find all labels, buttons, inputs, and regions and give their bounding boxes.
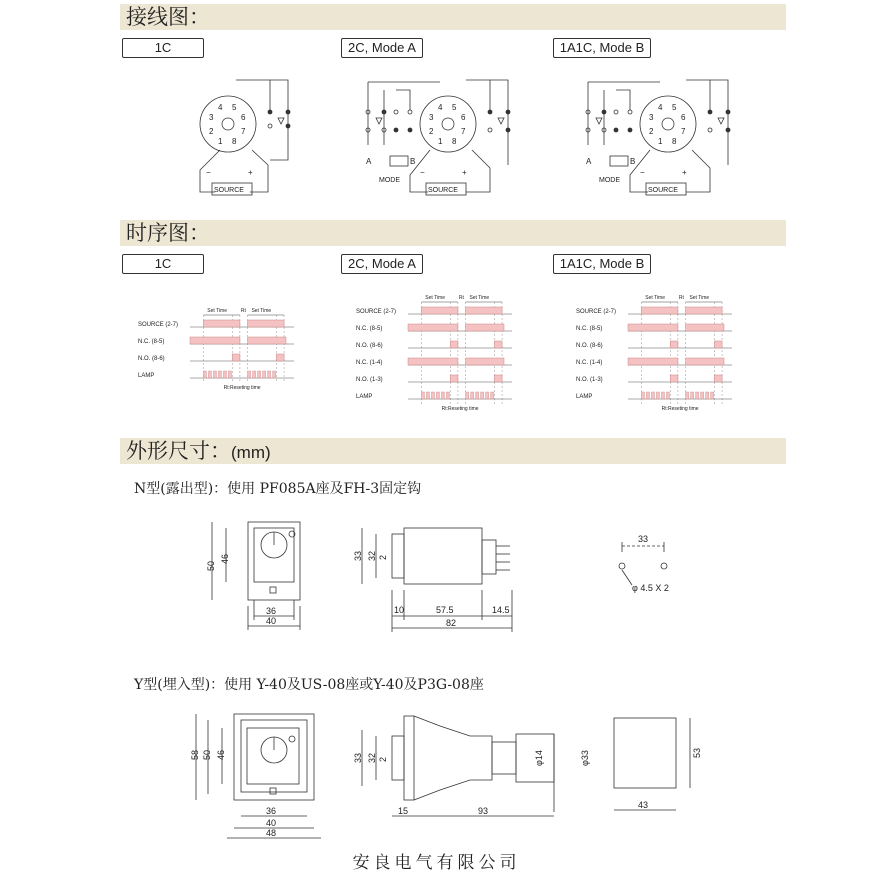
timing-2c-lamp-pulse xyxy=(446,392,449,399)
n-front-view xyxy=(212,522,300,630)
svg-text:2: 2 xyxy=(429,127,434,136)
svg-text:10: 10 xyxy=(394,605,405,615)
pin-7: 7 xyxy=(241,127,246,136)
timing-1c-lamp-pulse xyxy=(253,371,256,378)
timing-2c-pulse xyxy=(421,307,457,314)
svg-text:6: 6 xyxy=(461,113,466,122)
timing-1c-row-3: LAMP xyxy=(138,373,155,379)
pin-1: 1 xyxy=(218,137,223,146)
svg-text:58: 58 xyxy=(190,749,200,760)
wiring-pins-1c xyxy=(206,103,253,194)
timing-1c-lamp-pulse xyxy=(203,371,206,378)
svg-text:MODE: MODE xyxy=(599,177,620,184)
pin-4: 4 xyxy=(218,103,223,112)
timing-label-1c: 1C xyxy=(122,254,204,274)
svg-text:32: 32 xyxy=(367,752,377,763)
y-type-title: Y型(埋入型)：使用 Y-40及US-08座或Y-40及P3G-08座 xyxy=(134,677,484,693)
company-footer: 安良电气有限公司 xyxy=(352,853,521,873)
timing-1c-lamp-pulse xyxy=(268,371,271,378)
timing-1a1c-pulse xyxy=(686,324,724,331)
timing-2c-pulse xyxy=(408,358,458,365)
svg-text:A: A xyxy=(586,157,592,166)
n-panel-holes xyxy=(619,542,667,585)
y-side-view xyxy=(362,716,554,816)
svg-text:32: 32 xyxy=(367,550,377,561)
timing-1c-row-0: SOURCE (2-7) xyxy=(138,322,179,328)
svg-text:5: 5 xyxy=(452,103,457,112)
timing-2c-lamp-pulse xyxy=(471,392,474,399)
timing-1c-pulse xyxy=(232,354,240,361)
mode-b-label: B xyxy=(410,157,416,166)
timing-1a1c-lamp-pulse xyxy=(706,392,709,399)
timing-1c-pulse xyxy=(248,320,284,327)
timing-1a1c-note: Rt:Reseting time xyxy=(661,406,699,412)
timing-2c-lamp-pulse xyxy=(426,392,429,399)
timing-1a1c-set-time-2: Set Time xyxy=(689,295,710,301)
svg-text:3: 3 xyxy=(649,113,654,122)
timing-1c-pulse xyxy=(203,320,239,327)
timing-1c-note: Rt:Reseting time xyxy=(223,385,261,391)
timing-1a1c-pulse xyxy=(628,324,678,331)
svg-text:4: 4 xyxy=(438,103,443,112)
timing-2c-row-1: N.C. (8-5) xyxy=(356,326,383,332)
pin-5: 5 xyxy=(232,103,237,112)
timing-1a1c-row-0: SOURCE (2-7) xyxy=(576,309,617,315)
y-front-view xyxy=(196,714,321,838)
timing-1c-lamp-pulse xyxy=(228,371,231,378)
timing-1a1c-row-1: N.C. (8-5) xyxy=(576,326,603,332)
mode-switch-1a1c xyxy=(610,156,628,166)
pin-8: 8 xyxy=(232,137,237,146)
svg-text:−: − xyxy=(640,168,645,177)
timing-2c-pulse xyxy=(494,375,502,382)
timing-1c-row-2: N.O. (8-6) xyxy=(138,356,165,362)
pin-6: 6 xyxy=(241,113,246,122)
timing-1c-lamp-pulse xyxy=(263,371,266,378)
timing-2c-row-0: SOURCE (2-7) xyxy=(356,309,397,315)
svg-text:43: 43 xyxy=(638,800,649,810)
timing-1c-rt: Rt xyxy=(240,308,246,314)
timing-2c-pulse xyxy=(466,324,504,331)
timing-1c-row-1: N.C. (8-5) xyxy=(138,339,165,345)
svg-text:82: 82 xyxy=(446,618,457,628)
timing-1a1c-pulse xyxy=(628,358,678,365)
svg-text:14.5: 14.5 xyxy=(492,605,510,615)
y-panel-cutout xyxy=(614,718,690,810)
wiring-pins-1a1c xyxy=(586,103,687,194)
svg-text:+: + xyxy=(462,168,467,177)
timing-2c-note: Rt:Reseting time xyxy=(441,406,479,412)
wiring-pins-2c xyxy=(366,103,467,194)
timing-1c-lamp-pulse xyxy=(248,371,251,378)
timing-1c-set-time-1: Set Time xyxy=(207,308,228,314)
timing-2c-pulse xyxy=(494,341,502,348)
timing-diagrams xyxy=(0,280,873,460)
timing-1a1c-set-time-1: Set Time xyxy=(645,295,666,301)
mode-label-2c: 2C, Mode A xyxy=(341,38,423,58)
timing-1a1c-row-3: N.C. (1-4) xyxy=(576,360,603,366)
svg-text:3: 3 xyxy=(429,113,434,122)
timing-1c-pulse xyxy=(248,337,286,344)
timing-1a1c-lamp-pulse xyxy=(696,392,699,399)
svg-text:50: 50 xyxy=(206,560,216,571)
wiring-diagram-1c xyxy=(200,80,290,195)
timing-1a1c-pulse xyxy=(686,307,722,314)
timing-1c-lamp-pulse xyxy=(208,371,211,378)
timing-2c-pulse xyxy=(450,375,458,382)
timing-2c-pulse xyxy=(408,324,458,331)
svg-text:40: 40 xyxy=(266,818,277,828)
svg-text:6: 6 xyxy=(681,113,686,122)
svg-text:93: 93 xyxy=(478,806,489,816)
timing-1a1c-lamp-pulse xyxy=(641,392,644,399)
timing-2c-rt: Rt xyxy=(458,295,464,301)
timing-1a1c-row-4: N.O. (1-3) xyxy=(576,377,603,383)
timing-2c-row-5: LAMP xyxy=(356,394,373,400)
timing-1a1c-row-2: N.O. (8-6) xyxy=(576,343,603,349)
timing-1c-set-time-2: Set Time xyxy=(251,308,272,314)
svg-text:46: 46 xyxy=(220,553,230,564)
svg-text:36: 36 xyxy=(266,606,277,616)
timing-2c-set-time-2: Set Time xyxy=(469,295,490,301)
n-side-view xyxy=(362,528,512,632)
timing-2c-row-4: N.O. (1-3) xyxy=(356,377,383,383)
svg-text:+: + xyxy=(682,168,687,177)
timing-2c-row-3: N.C. (1-4) xyxy=(356,360,383,366)
mode-switch-2c xyxy=(390,156,408,166)
svg-text:SOURCE: SOURCE xyxy=(428,187,458,194)
timing-1c-pulse xyxy=(190,337,240,344)
timing-2c-lamp-pulse xyxy=(466,392,469,399)
timing-2c-lamp-pulse xyxy=(421,392,424,399)
svg-text:1: 1 xyxy=(438,137,443,146)
timing-2c-lamp-pulse xyxy=(431,392,434,399)
timing-label-1a1c: 1A1C, Mode B xyxy=(553,254,651,274)
pin-2: 2 xyxy=(209,127,214,136)
timing-2c-lamp-pulse xyxy=(436,392,439,399)
timing-2c-lamp-pulse xyxy=(441,392,444,399)
timing-2c-lamp-pulse xyxy=(486,392,489,399)
svg-text:7: 7 xyxy=(461,127,466,136)
timing-1a1c-lamp-pulse xyxy=(666,392,669,399)
timing-1a1c-lamp-pulse xyxy=(691,392,694,399)
section-title-timing: 时序图： xyxy=(126,221,210,245)
timing-1c-lamp-pulse xyxy=(218,371,221,378)
section-title-wiring: 接线图： xyxy=(126,5,210,29)
timing-2c-row-2: N.O. (8-6) xyxy=(356,343,383,349)
svg-text:36: 36 xyxy=(266,806,277,816)
timing-1a1c-pulse xyxy=(641,307,677,314)
mode-label-1a1c: 1A1C, Mode B xyxy=(553,38,651,58)
timing-label-2c: 2C, Mode A xyxy=(341,254,423,274)
svg-text:−: − xyxy=(420,168,425,177)
svg-text:8: 8 xyxy=(672,137,677,146)
timing-1a1c-row-5: LAMP xyxy=(576,394,593,400)
svg-text:1: 1 xyxy=(658,137,663,146)
mode-a-label: A xyxy=(366,157,372,166)
svg-text:φ33: φ33 xyxy=(580,750,590,766)
svg-text:50: 50 xyxy=(202,749,212,760)
svg-text:8: 8 xyxy=(452,137,457,146)
timing-2c-pulse xyxy=(466,307,502,314)
timing-1a1c-lamp-pulse xyxy=(711,392,714,399)
svg-text:5: 5 xyxy=(672,103,677,112)
svg-text:2: 2 xyxy=(378,554,388,560)
svg-text:48: 48 xyxy=(266,828,277,838)
timing-1a1c-pulse xyxy=(670,341,678,348)
svg-text:46: 46 xyxy=(216,749,226,760)
svg-text:33: 33 xyxy=(353,550,363,561)
timing-1c-lamp-pulse xyxy=(223,371,226,378)
timing-1c-pulse xyxy=(276,354,284,361)
svg-text:33: 33 xyxy=(638,534,649,544)
timing-1a1c-pulse xyxy=(670,375,678,382)
svg-text:SOURCE: SOURCE xyxy=(648,187,678,194)
svg-text:4: 4 xyxy=(658,103,663,112)
timing-2c-lamp-pulse xyxy=(491,392,494,399)
timing-1a1c-lamp-pulse xyxy=(646,392,649,399)
dimension-labels xyxy=(190,534,702,838)
pin-3: 3 xyxy=(209,113,214,122)
mode-label-1c: 1C xyxy=(122,38,204,58)
n-type-title: N型(露出型)：使用 PF085A座及FH-3固定钩 xyxy=(134,481,422,497)
timing-1a1c-lamp-pulse xyxy=(686,392,689,399)
section-timing xyxy=(120,220,786,246)
timing-1a1c-lamp-pulse xyxy=(661,392,664,399)
svg-text:2: 2 xyxy=(649,127,654,136)
svg-text:7: 7 xyxy=(681,127,686,136)
svg-text:57.5: 57.5 xyxy=(436,605,454,615)
timing-2c-lamp-pulse xyxy=(481,392,484,399)
timing-1a1c-pulse xyxy=(686,358,724,365)
svg-text:φ 4.5 X 2: φ 4.5 X 2 xyxy=(632,583,669,593)
dimension-drawings xyxy=(0,490,873,850)
timing-1a1c-rt: Rt xyxy=(678,295,684,301)
svg-text:53: 53 xyxy=(692,747,702,758)
timing-1c-lamp-pulse xyxy=(273,371,276,378)
timing-1a1c-pulse xyxy=(714,341,722,348)
timing-1c-lamp-pulse xyxy=(213,371,216,378)
timing-1a1c-lamp-pulse xyxy=(701,392,704,399)
timing-1a1c-lamp-pulse xyxy=(656,392,659,399)
minus-1c: − xyxy=(206,168,211,177)
wiring-diagrams xyxy=(0,0,873,220)
svg-text:15: 15 xyxy=(398,806,409,816)
mode-label-2c: MODE xyxy=(379,177,400,184)
source-label-1c: SOURCE xyxy=(214,187,244,194)
timing-1c-lamp-pulse xyxy=(258,371,261,378)
plus-1c: + xyxy=(248,168,253,177)
svg-text:B: B xyxy=(630,157,636,166)
svg-text:2: 2 xyxy=(378,756,388,762)
timing-1a1c-lamp-pulse xyxy=(651,392,654,399)
timing-2c-lamp-pulse xyxy=(476,392,479,399)
timing-2c-set-time-1: Set Time xyxy=(425,295,446,301)
svg-text:φ14: φ14 xyxy=(534,750,544,766)
timing-2c-pulse xyxy=(450,341,458,348)
svg-text:33: 33 xyxy=(353,752,363,763)
section-title-dimensions: 外形尺寸：(mm) xyxy=(126,439,271,463)
timing-2c-pulse xyxy=(466,358,504,365)
svg-text:40: 40 xyxy=(266,616,277,626)
timing-1a1c-pulse xyxy=(714,375,722,382)
